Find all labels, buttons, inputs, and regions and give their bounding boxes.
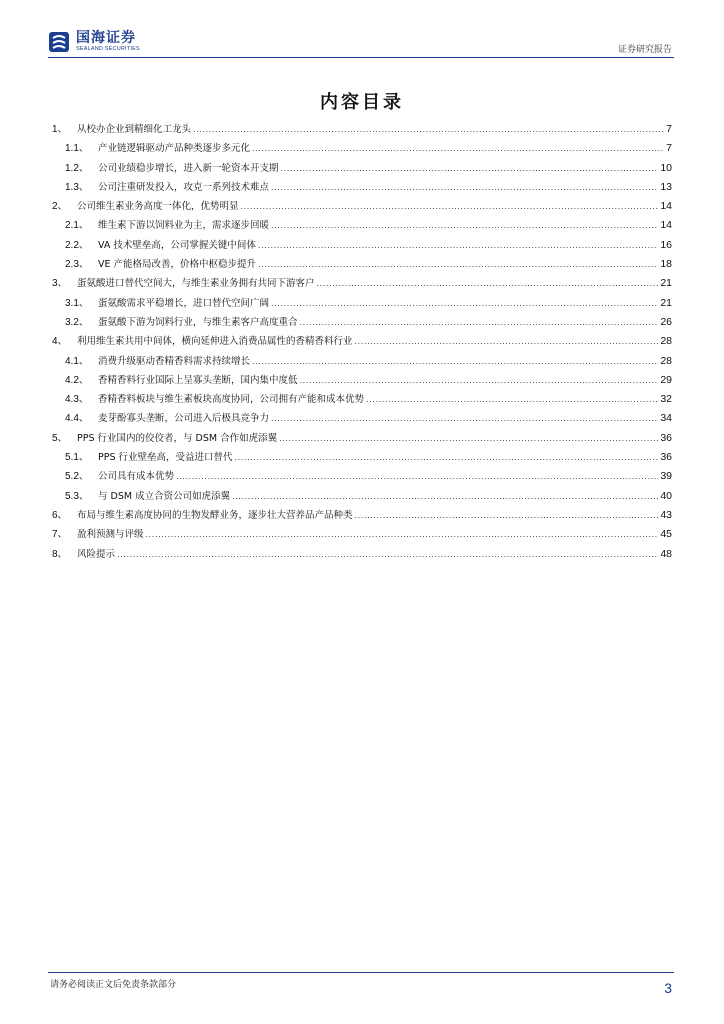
toc-entry-page: 21 (660, 277, 672, 290)
toc-entry-number: 3.2、 (65, 316, 89, 328)
toc-entry-title: 维生素下游以饲料业为主，需求逐步回暖 (98, 220, 270, 232)
toc-entry-number: 2.3、 (65, 259, 89, 271)
toc-entry-page: 28 (660, 354, 672, 367)
toc-entry-page: 36 (660, 431, 672, 444)
toc-entry-title: VE 产能格局改善，价格中枢稳步提升 (98, 259, 257, 271)
toc-entry-number: 4.2、 (65, 374, 89, 386)
toc-leader-dots (241, 197, 659, 216)
toc-entry-title: VA 技术壁垒高，公司掌握关键中间体 (98, 239, 256, 251)
toc-leader-dots (281, 159, 659, 178)
toc-entry[interactable] (52, 525, 672, 544)
toc-entry[interactable] (52, 429, 672, 448)
toc-leader-dots (271, 294, 658, 313)
toc-entry-page: 13 (660, 180, 672, 193)
logo-chinese-name: 国海证券 (76, 30, 136, 46)
toc-entry-page: 7 (666, 142, 672, 155)
toc-leader-dots (300, 313, 659, 332)
toc-entry-title: PPS 行业国内的佼佼者，与 DSM 合作如虎添翼 (77, 432, 278, 444)
toc-entry[interactable] (52, 448, 672, 467)
toc-leader-dots (317, 274, 659, 293)
toc-entry-page: 26 (660, 315, 672, 328)
toc-leader-dots (355, 506, 659, 525)
toc-entry-number: 6、 (52, 509, 68, 521)
toc-entry-number: 4.3、 (65, 394, 89, 406)
toc-leader-dots (176, 467, 658, 486)
toc-entry-page: 21 (660, 296, 672, 309)
header-divider (48, 57, 674, 58)
toc-leader-dots (258, 236, 658, 255)
toc-entry-number: 8、 (52, 548, 68, 560)
toc-entry-page: 34 (660, 412, 672, 425)
toc-entry-number: 1、 (52, 124, 68, 135)
toc-entry-page: 14 (660, 219, 672, 232)
toc-entry[interactable] (52, 139, 672, 158)
toc-entry-number: 5.1、 (65, 452, 89, 464)
toc-entry[interactable] (52, 487, 672, 506)
toc-entry-page: 14 (660, 200, 672, 213)
toc-entry-number: 4、 (52, 336, 68, 348)
toc-entry-number: 4.1、 (65, 355, 89, 367)
report-type-label: 证券研究报告 (617, 45, 672, 55)
toc-entry[interactable] (52, 332, 672, 351)
toc-entry-number: 3.1、 (65, 297, 89, 309)
toc-entry-title: 公司注重研发投入，攻克一系列技术难点 (98, 181, 270, 193)
toc-entry[interactable] (52, 274, 672, 293)
toc-entry-page: 48 (660, 547, 672, 560)
table-of-contents (52, 120, 672, 564)
toc-leader-dots (300, 371, 659, 390)
toc-entry-title: 蛋氨酸需求平稳增长，进口替代空间广阔 (98, 297, 270, 309)
toc-entry-page: 18 (660, 258, 672, 271)
toc-entry-title: 消费升级驱动香精香料需求持续增长 (98, 355, 251, 367)
toc-entry[interactable] (52, 197, 672, 216)
toc-leader-dots (252, 352, 658, 371)
toc-entry-page: 45 (660, 528, 672, 541)
footer-divider (48, 972, 674, 973)
toc-entry-title: PPS 行业壁垒高，受益进口替代 (98, 452, 233, 464)
toc-entry-page: 40 (660, 489, 672, 502)
toc-entry[interactable] (52, 294, 672, 313)
toc-entry[interactable] (52, 120, 672, 139)
toc-entry-number: 5.2、 (65, 471, 89, 483)
toc-entry-number: 5.3、 (65, 490, 89, 502)
toc-leader-dots (193, 120, 664, 139)
sealand-logo-icon (48, 31, 70, 53)
toc-entry[interactable] (52, 313, 672, 332)
toc-entry-number: 1.1、 (65, 143, 89, 155)
toc-entry[interactable] (52, 159, 672, 178)
toc-leader-dots (271, 178, 658, 197)
toc-entry-page: 28 (660, 335, 672, 348)
toc-leader-dots (235, 448, 659, 467)
page-number: 3 (664, 980, 672, 996)
toc-entry-page: 29 (660, 373, 672, 386)
toc-leader-dots (252, 139, 664, 158)
toc-entry-title: 公司具有成本优势 (98, 471, 175, 483)
toc-entry[interactable] (52, 352, 672, 371)
toc-entry-page: 36 (660, 451, 672, 464)
toc-entry-title: 蛋氨酸进口替代空间大，与维生素业务拥有共同下游客户 (77, 278, 315, 290)
toc-entry-title: 公司业绩稳步增长，进入新一轮资本开支期 (98, 162, 279, 174)
footer-disclaimer: 请务必阅读正文后免责条款部分 (50, 980, 177, 990)
toc-entry-title: 蛋氨酸下游为饲料行业，与维生素客户高度重合 (98, 316, 298, 328)
toc-entry-number: 2.1、 (65, 220, 89, 232)
toc-leader-dots (117, 545, 658, 564)
toc-entry-number: 1.3、 (65, 181, 89, 193)
toc-entry-number: 5、 (52, 432, 68, 444)
toc-entry-title: 盈利预测与评级 (77, 529, 144, 541)
toc-leader-dots (355, 332, 659, 351)
toc-entry-title: 风险提示 (77, 548, 116, 560)
toc-leader-dots (271, 216, 658, 235)
toc-entry[interactable] (52, 409, 672, 428)
toc-entry-number: 3、 (52, 278, 68, 290)
toc-leader-dots (279, 429, 658, 448)
toc-entry[interactable] (52, 467, 672, 486)
toc-entry[interactable] (52, 371, 672, 390)
toc-entry-page: 32 (660, 393, 672, 406)
page-header (48, 28, 674, 56)
toc-entry[interactable] (52, 390, 672, 409)
toc-entry-title: 麦芽酚寡头垄断，公司进入后极具竞争力 (98, 413, 270, 425)
toc-entry-title: 从校办企业到精细化工龙头 (77, 124, 192, 135)
toc-entry-title: 公司维生素业务高度一体化，优势明显 (77, 201, 239, 213)
toc-leader-dots (146, 525, 659, 544)
toc-leader-dots (271, 409, 658, 428)
toc-entry-number: 2、 (52, 201, 68, 213)
toc-entry[interactable] (52, 255, 672, 274)
toc-entry-number: 7、 (52, 529, 68, 541)
toc-entry-number: 2.2、 (65, 239, 89, 251)
toc-entry-number: 1.2、 (65, 162, 89, 174)
toc-leader-dots (366, 390, 658, 409)
toc-entry-title: 布局与维生素高度协同的生物发酵业务，逐步壮大营养品产品种类 (77, 509, 353, 521)
toc-entry-title: 产业链逻辑驱动产品种类逐步多元化 (98, 143, 251, 155)
toc-leader-dots (258, 255, 658, 274)
toc-entry[interactable] (52, 216, 672, 235)
toc-entry[interactable] (52, 545, 672, 564)
logo-english-name: SEALAND SECURITIES (76, 46, 140, 52)
toc-title: 内容目录 (320, 92, 404, 113)
toc-entry-title: 香精香料板块与维生素板块高度协同，公司拥有产能和成本优势 (98, 394, 365, 406)
toc-leader-dots (232, 487, 658, 506)
toc-entry-page: 16 (660, 238, 672, 251)
toc-entry-page: 43 (660, 508, 672, 521)
toc-entry-page: 39 (660, 470, 672, 483)
toc-entry-page: 10 (660, 161, 672, 174)
toc-entry-page: 7 (666, 123, 672, 135)
toc-entry[interactable] (52, 236, 672, 255)
toc-entry-title: 香精香料行业国际上呈寡头垄断，国内集中度低 (98, 374, 298, 386)
toc-entry[interactable] (52, 178, 672, 197)
toc-entry-number: 4.4、 (65, 413, 89, 425)
toc-entry-title: 利用维生素共用中间体，横向延伸进入消费品属性的香精香料行业 (77, 336, 353, 348)
toc-entry-title: 与 DSM 成立合资公司如虎添翼 (98, 490, 231, 502)
toc-entry[interactable] (52, 506, 672, 525)
company-logo (48, 28, 140, 56)
